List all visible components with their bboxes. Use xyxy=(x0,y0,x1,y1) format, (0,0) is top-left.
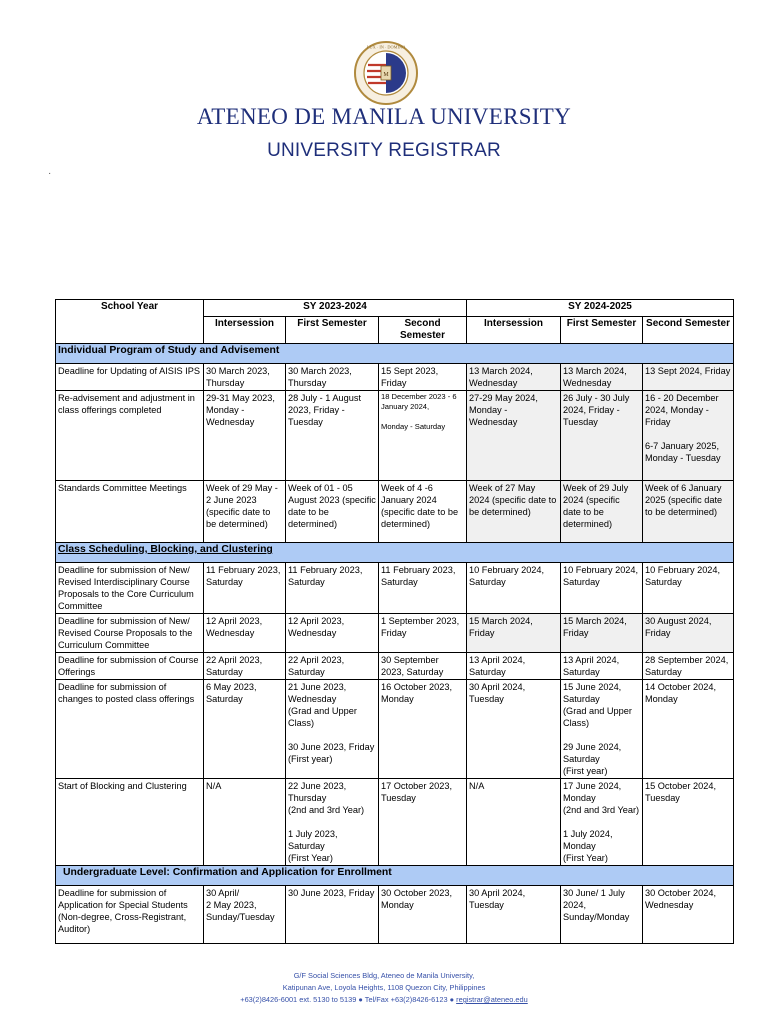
term-header: Second Semester xyxy=(643,317,734,344)
table-cell: 17 October 2023, Tuesday xyxy=(379,779,467,866)
table-cell: 10 February 2024, Saturday xyxy=(561,563,643,614)
table-cell: Week of 29 July 2024 (specific date to be determined) xyxy=(561,481,643,543)
table-cell: Week of 4 -6 January 2024 (specific date to be determined) xyxy=(379,481,467,543)
table-row xyxy=(56,481,734,543)
table-cell: 18 December 2023 - 6 January 2024, Monday - Saturday xyxy=(379,391,467,481)
table-cell: 16 - 20 December 2024, Monday - Friday 6-7 January 2025, Monday - Tuesday xyxy=(643,391,734,481)
row-label: Deadline for submission of changes to posted class offerings xyxy=(56,680,204,779)
sy-2024-2025-header: SY 2024-2025 xyxy=(467,300,734,317)
table-cell: 15 March 2024, Friday xyxy=(561,614,643,653)
table-cell: 22 June 2023, Thursday (2nd and 3rd Year) 1 July 2023, Saturday (First Year) xyxy=(286,779,379,866)
table-row xyxy=(56,779,734,866)
table-cell: Week of 6 January 2025 (specific date to be determined) xyxy=(643,481,734,543)
table-cell: 17 June 2024, Monday (2nd and 3rd Year) 1 July 2024, Monday (First Year) xyxy=(561,779,643,866)
section-title: Individual Program of Study and Advisement xyxy=(56,344,734,364)
footer-line: Katipunan Ave, Loyola Heights, 1108 Quezon City, Philippines xyxy=(282,983,486,992)
table-cell: 10 February 2024, Saturday xyxy=(643,563,734,614)
table-row xyxy=(56,364,734,391)
table-cell: 15 Sept 2023, Friday xyxy=(379,364,467,391)
row-label: Deadline for Updating of AISIS IPS xyxy=(56,364,204,391)
section-header-row xyxy=(56,866,734,886)
row-label: Start of Blocking and Clustering xyxy=(56,779,204,866)
row-label: Deadline for submission of New/ Revised Course Proposals to the Curriculum Committee xyxy=(56,614,204,653)
table-cell: 22 April 2023, Saturday xyxy=(204,653,286,680)
table-row xyxy=(56,391,734,481)
section-title: Class Scheduling, Blocking, and Clustering xyxy=(56,543,734,563)
svg-text:M: M xyxy=(383,72,389,78)
table-cell: 12 April 2023, Wednesday xyxy=(286,614,379,653)
table-cell: 11 February 2023, Saturday xyxy=(204,563,286,614)
table-cell: 21 June 2023, Wednesday (Grad and Upper Class) 30 June 2023, Friday (First year) xyxy=(286,680,379,779)
term-header: First Semester xyxy=(561,317,643,344)
header-row-years xyxy=(56,300,734,317)
table-cell: 11 February 2023, Saturday xyxy=(286,563,379,614)
table-cell: 15 March 2024, Friday xyxy=(467,614,561,653)
term-header: Intersession xyxy=(204,317,286,344)
table-cell: 13 April 2024, Saturday xyxy=(467,653,561,680)
academic-calendar-table xyxy=(55,299,734,944)
table-cell: 13 March 2024, Wednesday xyxy=(561,364,643,391)
table-cell: 30 March 2023, Thursday xyxy=(204,364,286,391)
section-header-row xyxy=(56,543,734,563)
table-cell: 26 July - 30 July 2024, Friday - Tuesday xyxy=(561,391,643,481)
table-cell: 10 February 2024, Saturday xyxy=(467,563,561,614)
row-label: Deadline for submission of Application for Special Students (Non-degree, Cross-Registrant, Auditor) xyxy=(56,886,204,944)
table-cell: 14 October 2024, Monday xyxy=(643,680,734,779)
table-cell: 27-29 May 2024, Monday - Wednesday xyxy=(467,391,561,481)
table-cell: 30 June 2023, Friday xyxy=(286,886,379,944)
table-cell: 30 October 2024, Wednesday xyxy=(643,886,734,944)
table-cell: 30 June/ 1 July 2024, Sunday/Monday xyxy=(561,886,643,944)
footer-address xyxy=(0,970,768,1006)
table-row xyxy=(56,563,734,614)
table-cell: 15 October 2024, Tuesday xyxy=(643,779,734,866)
row-label: Deadline for submission of Course Offerings xyxy=(56,653,204,680)
table-cell: Week of 27 May 2024 (specific date to be determined) xyxy=(467,481,561,543)
table-row xyxy=(56,680,734,779)
table-cell: 30 September 2023, Saturday xyxy=(379,653,467,680)
table-row xyxy=(56,614,734,653)
stray-dot: · xyxy=(48,168,52,179)
university-name: ATENEO DE MANILA UNIVERSITY xyxy=(196,104,572,129)
table-cell: 30 August 2024, Friday xyxy=(643,614,734,653)
table-cell: Week of 01 - 05 August 2023 (specific date to be determined) xyxy=(286,481,379,543)
term-header: Second Semester xyxy=(379,317,467,344)
table-cell: N/A xyxy=(467,779,561,866)
table-row xyxy=(56,653,734,680)
footer-phone: +63(2)8426-6001 ext. 5130 to 5139 ● Tel/Fax +63(2)8426-6123 ● xyxy=(240,995,455,1004)
table-cell: 11 February 2023, Saturday xyxy=(379,563,467,614)
table-cell: 30 October 2023, Monday xyxy=(379,886,467,944)
table-cell: Week of 29 May - 2 June 2023 (specific date to be determined) xyxy=(204,481,286,543)
table-cell: 22 April 2023, Saturday xyxy=(286,653,379,680)
registrar-email-link[interactable]: registrar@ateneo.edu xyxy=(456,995,528,1004)
term-header: First Semester xyxy=(286,317,379,344)
term-header: Intersession xyxy=(467,317,561,344)
footer-line: G/F Social Sciences Bldg, Ateneo de Manila University, xyxy=(293,971,475,980)
office-name: UNIVERSITY REGISTRAR xyxy=(267,140,501,161)
section-header-row xyxy=(56,344,734,364)
table-cell: 13 Sept 2024, Friday xyxy=(643,364,734,391)
footer-contact xyxy=(0,994,768,1006)
table-cell: 12 April 2023, Wednesday xyxy=(204,614,286,653)
table-cell: 6 May 2023, Saturday xyxy=(204,680,286,779)
row-label: Deadline for submission of New/ Revised Interdisciplinary Course Proposals to the Core Curriculum Committee xyxy=(56,563,204,614)
table-row xyxy=(56,886,734,944)
university-seal-icon xyxy=(353,40,419,106)
table-cell: 13 March 2024, Wednesday xyxy=(467,364,561,391)
table-cell: 30 April/ 2 May 2023, Sunday/Tuesday xyxy=(204,886,286,944)
row-label: Re-advisement and adjustment in class offerings completed xyxy=(56,391,204,481)
table-cell: 15 June 2024, Saturday (Grad and Upper Class) 29 June 2024, Saturday (First year) xyxy=(561,680,643,779)
table-cell: 28 September 2024, Saturday xyxy=(643,653,734,680)
table-cell: 30 March 2023, Thursday xyxy=(286,364,379,391)
table-cell: N/A xyxy=(204,779,286,866)
table-cell: 28 July - 1 August 2023, Friday - Tuesday xyxy=(286,391,379,481)
table-cell: 16 October 2023, Monday xyxy=(379,680,467,779)
table-cell: 30 April 2024, Tuesday xyxy=(467,886,561,944)
table-cell: 13 April 2024, Saturday xyxy=(561,653,643,680)
school-year-header: School Year xyxy=(56,300,204,344)
table-cell: 1 September 2023, Friday xyxy=(379,614,467,653)
section-title: Undergraduate Level: Confirmation and Application for Enrollment xyxy=(56,866,734,886)
svg-text:LUX · IN · DOMINO: LUX · IN · DOMINO xyxy=(366,44,406,50)
row-label: Standards Committee Meetings xyxy=(56,481,204,543)
table-cell: 29-31 May 2023, Monday - Wednesday xyxy=(204,391,286,481)
table-cell: 30 April 2024, Tuesday xyxy=(467,680,561,779)
sy-2023-2024-header: SY 2023-2024 xyxy=(204,300,467,317)
